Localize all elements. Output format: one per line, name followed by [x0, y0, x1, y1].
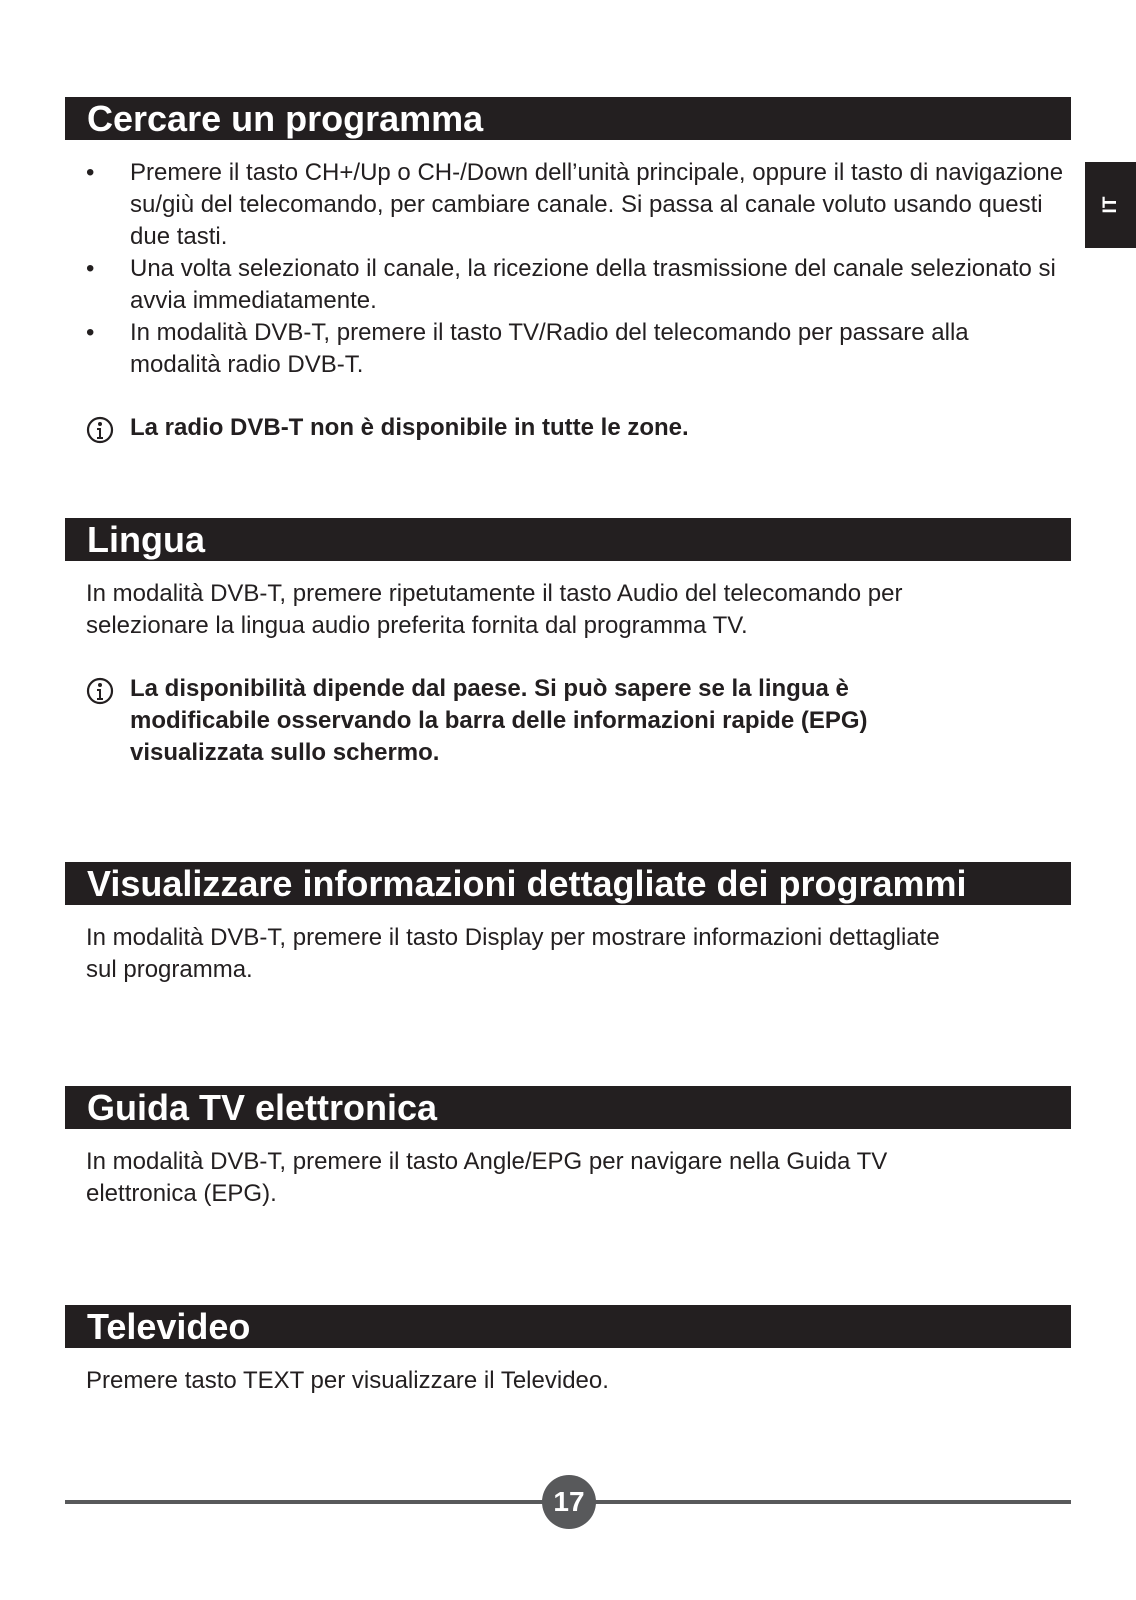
body-line: elettronica (EPG).	[86, 1180, 277, 1207]
body-line: Premere tasto TEXT per visualizzare il Televideo.	[86, 1367, 609, 1394]
page-number: 17	[542, 1475, 596, 1529]
bullet-list	[86, 157, 1066, 381]
info-icon	[86, 677, 114, 705]
body-line: selezionare la lingua audio preferita fornita dal programma TV.	[86, 612, 748, 639]
body-line: In modalità DVB-T, premere il tasto Display per mostrare informazioni dettagliate	[86, 924, 940, 951]
note-line: visualizzata sullo schermo.	[130, 739, 440, 766]
list-item-text: Premere il tasto CH+/Up o CH-/Down dell’unità principale, oppure il tasto di navigazione su/giù del telecomando, per cambiare canale. Si passa al canale voluto usando questi due tasti.	[130, 159, 1064, 250]
note-line: modificabile osservando la barra delle informazioni rapide (EPG)	[130, 707, 868, 734]
section-title-visualizzare: Visualizzare informazioni dettagliate dei programmi	[65, 862, 1071, 905]
body-line: In modalità DVB-T, premere il tasto Angle/EPG per navigare nella Guida TV	[86, 1148, 888, 1175]
info-icon	[86, 416, 114, 444]
body-line: sul programma.	[86, 956, 253, 983]
list-item-text: Una volta selezionato il canale, la ricezione della trasmissione del canale selezionato si avvia immediatamente.	[130, 255, 1056, 314]
section-body	[86, 922, 940, 986]
list-item	[86, 157, 1066, 253]
note-text	[86, 673, 1066, 769]
body-line: In modalità DVB-T, premere ripetutamente il tasto Audio del telecomando per	[86, 580, 903, 607]
section-title-guida-tv: Guida TV elettronica	[65, 1086, 1071, 1129]
bullet-marker: •	[86, 319, 95, 346]
section-title-cercare: Cercare un programma	[65, 97, 1071, 140]
list-item-text: In modalità DVB-T, premere il tasto TV/Radio del telecomando per passare alla modalità radio DVB-T.	[130, 319, 969, 378]
language-tab-label: IT	[1099, 196, 1121, 214]
list-item	[86, 253, 1066, 317]
note	[86, 412, 1066, 444]
section-body	[86, 1365, 609, 1397]
note-text: La radio DVB-T non è disponibile in tutte le zone.	[130, 414, 689, 441]
bullet-marker: •	[86, 255, 95, 282]
section-body	[86, 1146, 887, 1210]
list-item	[86, 317, 1066, 381]
section-title-televideo: Televideo	[65, 1305, 1071, 1348]
section-title-lingua: Lingua	[65, 518, 1071, 561]
note-line: La disponibilità dipende dal paese. Si può sapere se la lingua è	[130, 675, 849, 702]
section-body	[86, 578, 902, 642]
note	[86, 673, 1066, 769]
bullet-marker: •	[86, 159, 95, 186]
language-tab	[1085, 162, 1136, 248]
